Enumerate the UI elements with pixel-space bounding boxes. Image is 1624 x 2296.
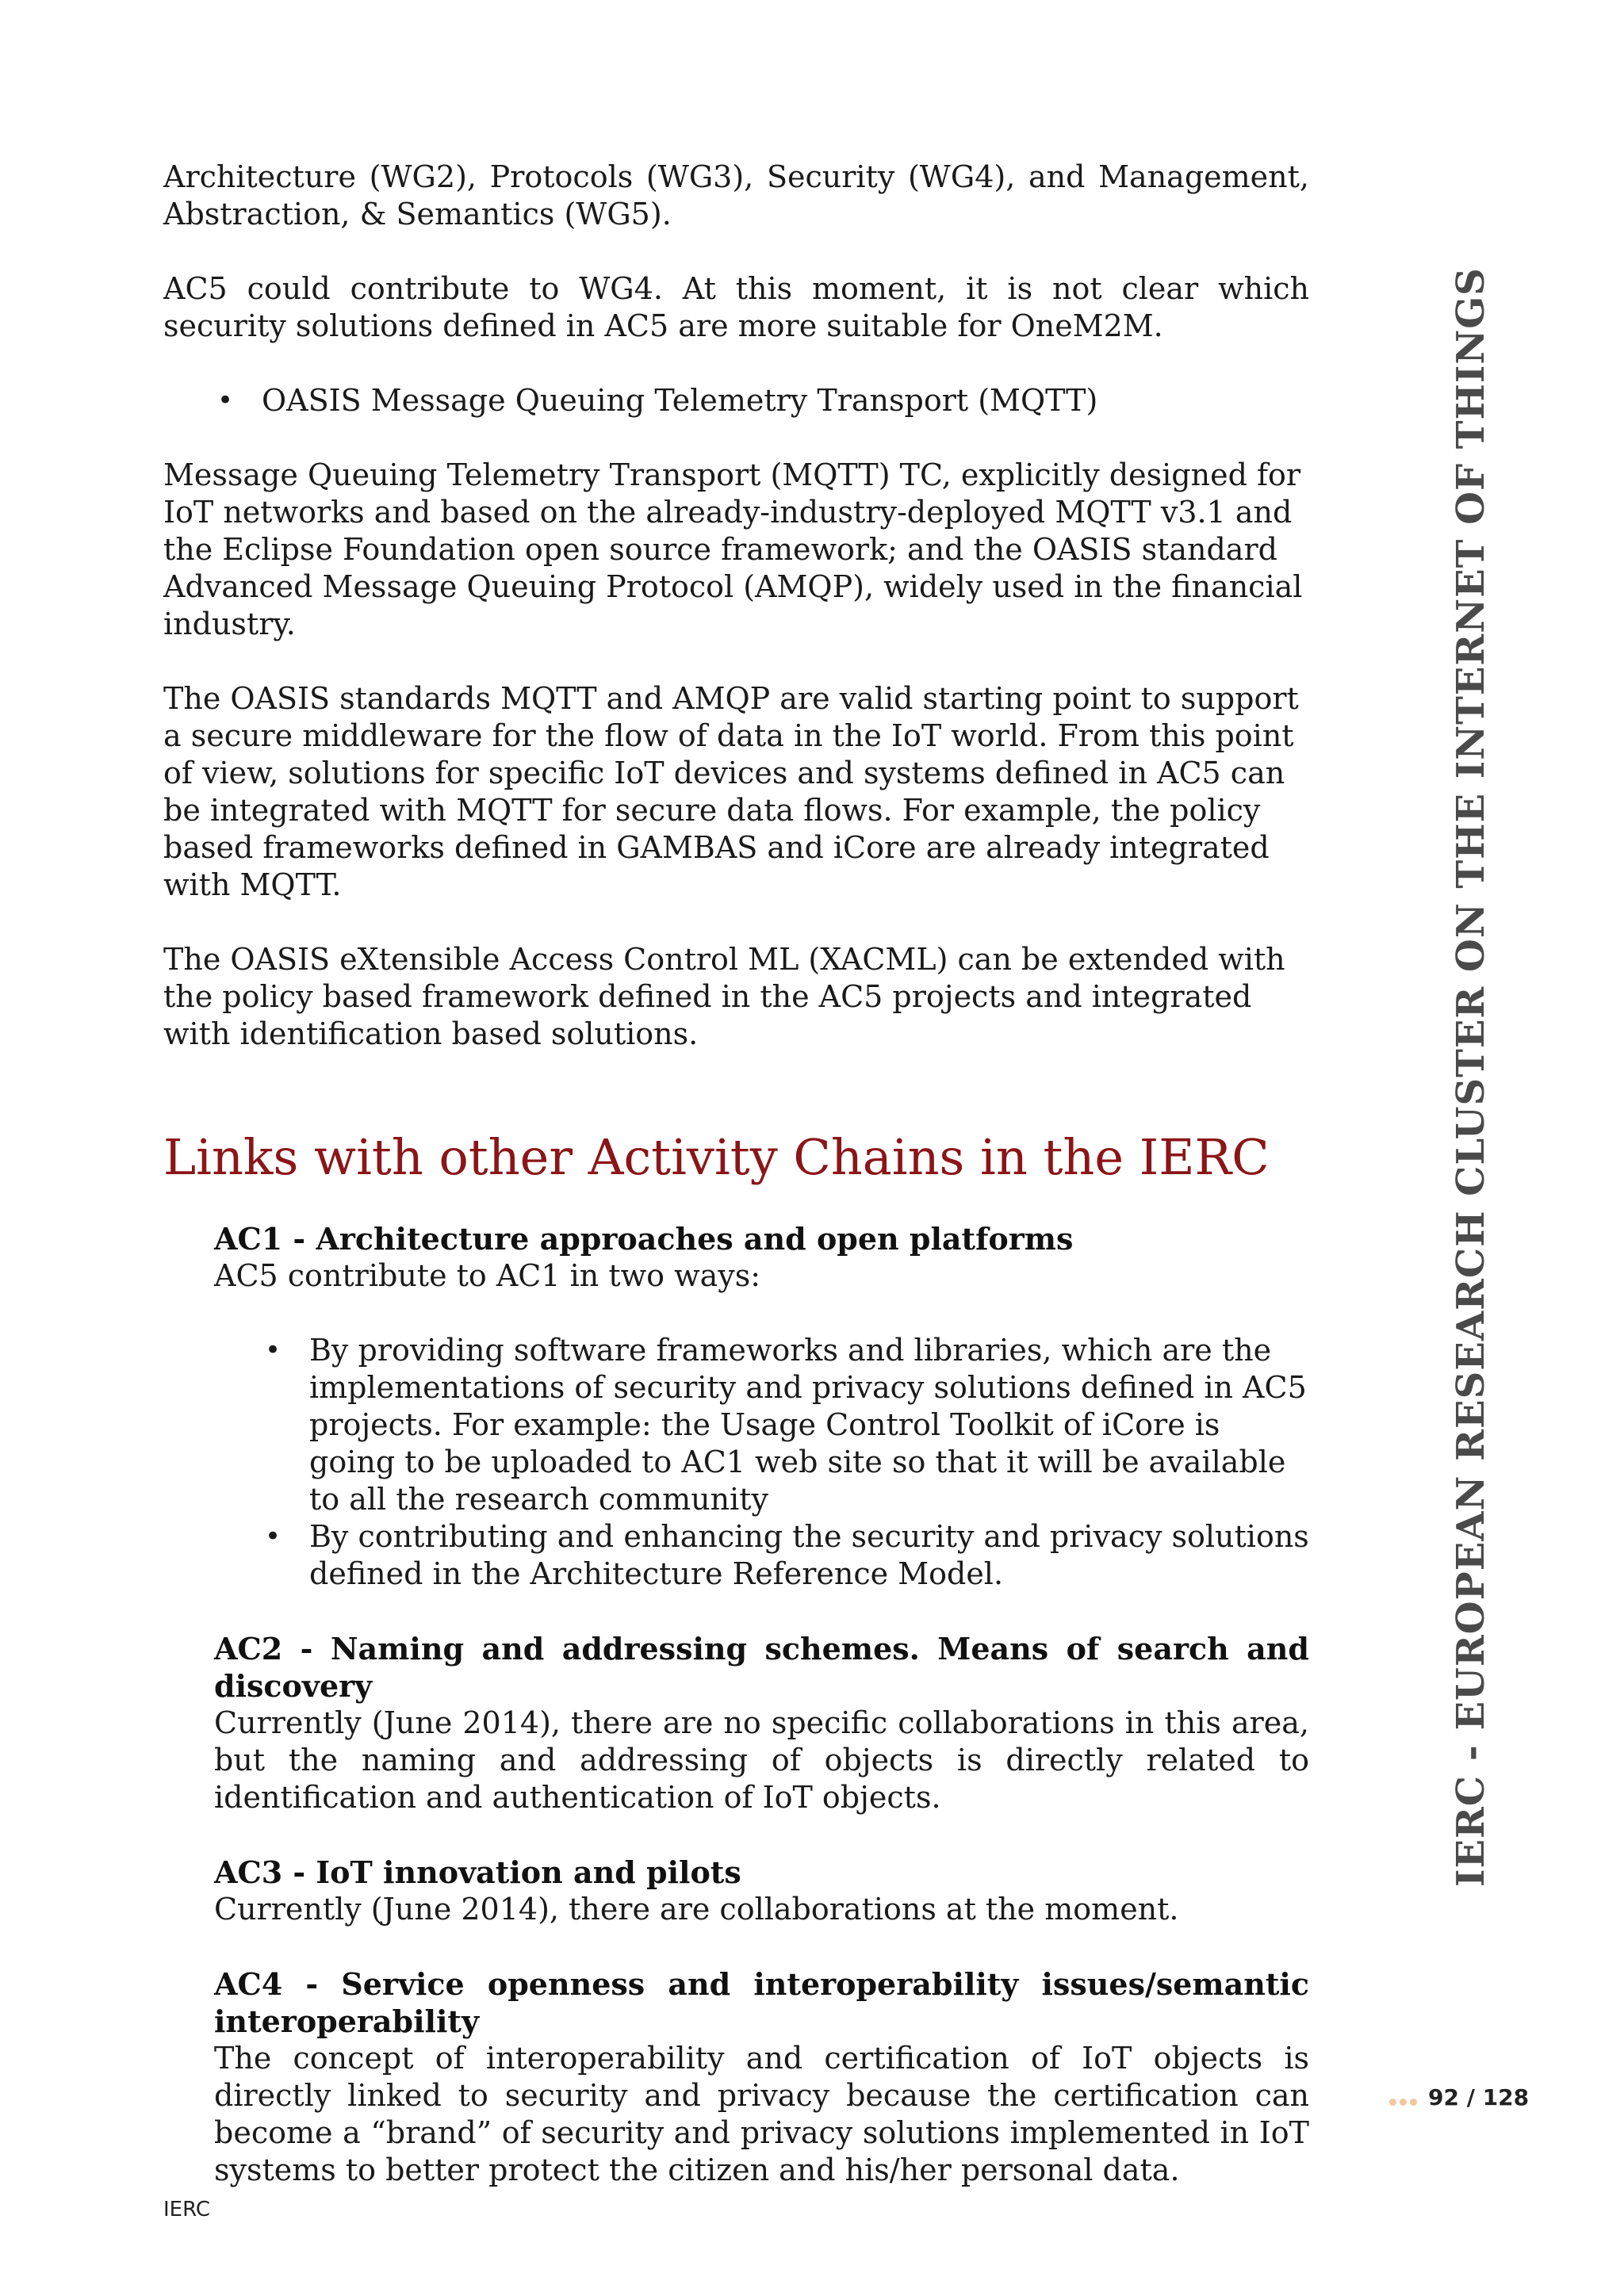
ac1-bullet-item: • By providing software frameworks and libraries, which are the implementations of security and privacy solutions defined in AC5 projects. For example: the Usage Control Toolkit of iCore is going to be uploaded to AC1 web site so that it will be available to all the research community [309,1332,1309,1518]
ac2-text: Currently (June 2014), there are no specific collaborations in this area, but the naming and addressing of objects is directly related to identification and authentication of IoT objects. [214,1705,1309,1815]
ac3-text: Currently (June 2014), there are collaborations at the moment. [214,1892,1179,1927]
ac5-wg4-paragraph: AC5 could contribute to WG4. At this moment, it is not clear which security solutions defined in AC5 are more suitable for OneM2M. [163,271,1309,343]
mqtt-paragraph: Message Queuing Telemetry Transport (MQTT) TC, explicitly designed for IoT networks and based on the already-industry-deployed MQTT v3.1 and the Eclipse Foundation open source framework; and the OASIS standard Advanced Message Queuing Protocol (AMQP), widely used in the financial industry. [163,457,1303,641]
ac4-title: AC4 - Service openness and interoperability issues/semantic interoperability [214,1966,1309,2039]
page-dots-icon [1389,2083,1420,2114]
ac4-block [163,1965,1309,2189]
section-heading: Links with other Activity Chains in the IERC [163,1128,1270,1186]
ac2-title: AC2 - Naming and addressing schemes. Means of search and discovery [214,1631,1309,1704]
ac1-intro: AC5 contribute to AC1 in two ways: [214,1258,761,1293]
ac4-text: The concept of interoperability and certification of IoT objects is directly linked to security and privacy because the certification can become a “brand” of security and privacy solutions implemented in IoT systems to better protect the citizen and his/her personal data. [214,2041,1309,2187]
intro-paragraph: Architecture (WG2), Protocols (WG3), Security (WG4), and Management, Abstraction, & Semantics (WG5). [163,159,1309,232]
main-content [163,159,1309,2189]
ac1-bullet-item: • By contributing and enhancing the security and privacy solutions defined in the Architecture Reference Model. [309,1518,1309,1593]
page-number [1389,2082,1529,2114]
ac1-title: AC1 - Architecture approaches and open platforms [214,1221,1074,1257]
standards-paragraph: The OASIS standards MQTT and AMQP are valid starting point to support a secure middleware for the flow of data in the IoT world. From this point of view, solutions for specific IoT devices and systems defined in AC5 can be integrated with MQTT for secure data flows. For example, the policy based frameworks defined in GAMBAS and iCore are already integrated with MQTT. [163,681,1299,902]
page-number-text: 92 / 128 [1428,2084,1530,2110]
ac3-title: AC3 - IoT innovation and pilots [214,1854,741,1890]
oasis-bullet-list [163,382,1309,419]
ac1-block [163,1220,1309,1593]
xacml-paragraph: The OASIS eXtensible Access Control ML (XACML) can be extended with the policy based framework defined in the AC5 projects and integrated with identification based solutions. [163,942,1285,1051]
ac1-bullet-list [214,1332,1309,1593]
ac2-block [163,1630,1309,1816]
vertical-sidebar-title: IERC - EUROPEAN RESEARCH CLUSTER ON THE INTERNET OF THINGS [1449,267,1493,1887]
ac3-block [163,1854,1309,1928]
footer-label: IERC [163,2198,211,2221]
oasis-bullet-item: • OASIS Message Queuing Telemetry Transport (MQTT) [262,382,1309,419]
